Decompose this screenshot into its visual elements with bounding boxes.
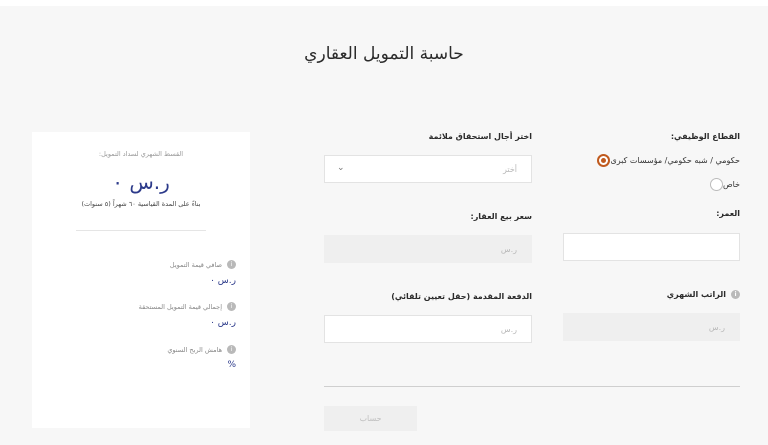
summary-divider <box>76 230 206 231</box>
calculate-button[interactable]: حساب <box>324 406 417 431</box>
divider <box>324 386 740 387</box>
installment-value: ر.س ٠ <box>112 170 170 194</box>
chevron-down-icon: ⌄ <box>337 163 345 173</box>
sector-option-label: خاص <box>722 180 740 189</box>
property-price-placeholder: ر.س <box>500 245 517 254</box>
top-bar <box>0 0 768 6</box>
sector-label: القطاع الوظيفي: <box>670 132 740 141</box>
info-icon[interactable]: i <box>227 260 236 269</box>
property-price-input[interactable] <box>324 235 532 263</box>
sector-option-government[interactable] <box>591 154 740 167</box>
radio-checked-icon[interactable] <box>597 154 610 167</box>
page-title: حاسبة التمويل العقاري <box>304 44 464 64</box>
salary-placeholder: ر.س <box>708 323 725 332</box>
age-input[interactable] <box>563 233 740 261</box>
row-label-text: صافي قيمة التمويل <box>169 260 222 269</box>
annual-margin-label <box>167 345 236 354</box>
property-price-label: سعر بيع العقار: <box>470 212 532 221</box>
salary-input[interactable] <box>563 313 740 341</box>
info-icon[interactable]: i <box>731 290 740 299</box>
salary-label-text: الراتب الشهري <box>666 290 726 299</box>
term-select[interactable] <box>324 155 532 183</box>
age-label: العمر: <box>716 209 740 218</box>
sector-option-private[interactable] <box>704 178 740 191</box>
installment-note: بناءً على المدة القياسية ٦٠ شهراً (٥ سنوات) <box>81 200 201 208</box>
radio-unchecked-icon[interactable] <box>710 178 723 191</box>
net-financing-label <box>170 260 236 269</box>
sector-option-label: حكومي / شبه حكومي/ مؤسسات كبرى <box>610 156 740 165</box>
summary-card <box>32 132 250 428</box>
row-label-text: هامش الربح السنوي <box>167 345 222 354</box>
annual-margin-value: % <box>227 360 236 370</box>
term-placeholder: أختر <box>503 165 517 174</box>
total-financing-value: ر.س ٠ <box>210 318 236 328</box>
total-financing-label <box>139 302 236 311</box>
info-icon[interactable]: i <box>227 345 236 354</box>
info-icon[interactable]: i <box>227 302 236 311</box>
term-label: اختر أجال استحقاق ملائمة <box>428 132 532 141</box>
row-label-text: إجمالي قيمة التمويل المستحقة <box>138 302 222 311</box>
installment-label: القسط الشهري لسداد التمويل: <box>98 150 184 158</box>
down-payment-label: الدفعة المقدمة (حقل تعيين تلقائي) <box>391 292 532 301</box>
down-payment-placeholder: ر.س <box>500 325 517 334</box>
net-financing-value: ر.س ٠ <box>210 276 236 286</box>
down-payment-input[interactable] <box>324 315 532 343</box>
salary-label <box>667 290 740 299</box>
